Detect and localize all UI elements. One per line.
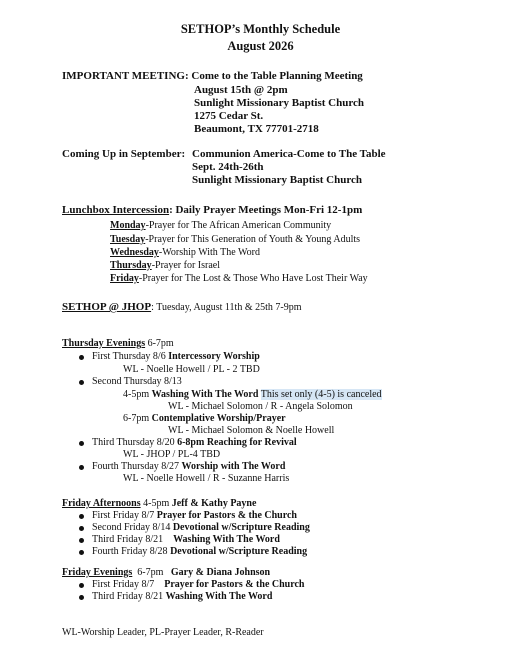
september-event: Communion America-Come to The Table — [192, 148, 386, 160]
page-title: SETHOP’s Monthly Schedule — [180, 22, 341, 36]
lunchbox-day: Wednesday-Worship With The Word — [110, 247, 260, 258]
thursday-third-leaders: WL - JHOP / PL-4 TBD — [123, 449, 221, 460]
bullet-dot — [79, 514, 84, 519]
bullet-dot — [79, 595, 84, 600]
september-label: Coming Up in September: — [62, 148, 186, 160]
bullet-dot — [79, 526, 84, 531]
jhop-line: SETHOP @ JHOP: Tuesday, August 11th & 25th 7-9pm — [62, 301, 302, 313]
thursday-second-set1: 4-5pm Washing With The Word This set only (4-5) is canceled — [123, 389, 382, 400]
thursday-fourth: Fourth Thursday 8/27 Worship with The Word — [92, 461, 286, 472]
thursday-fourth-leaders: WL - Noelle Howell / R - Suzanne Harris — [123, 473, 290, 484]
important-date: August 15th @ 2pm — [194, 84, 288, 96]
friday-evenings-heading: Friday Evenings 6-7pm Gary & Diana Johnson — [62, 567, 271, 578]
canceled-note: This set only (4-5) is canceled — [260, 389, 382, 400]
lunchbox-heading: Lunchbox Intercession: Daily Prayer Meetings Mon-Fri 12-1pm — [62, 204, 363, 216]
lunchbox-day: Monday-Prayer for The African American Community — [110, 220, 332, 231]
lunchbox-day: Thursday-Prayer for Israel — [110, 260, 220, 271]
thursday-heading: Thursday Evenings 6-7pm — [62, 338, 174, 349]
september-dates: Sept. 24th-26th — [192, 161, 264, 173]
important-city: Beaumont, TX 77701-2718 — [194, 123, 319, 135]
friday-evening-item: Third Friday 8/21 Washing With The Word — [92, 591, 273, 602]
thursday-second-set1-leaders: WL - Michael Solomon / R - Angela Solomon — [168, 401, 353, 412]
thursday-first-leaders: WL - Noelle Howell / PL - 2 TBD — [123, 364, 260, 375]
footer-legend: WL-Worship Leader, PL-Prayer Leader, R-Reader — [62, 627, 264, 638]
thursday-second-set2: 6-7pm Contemplative Worship/Prayer — [123, 413, 286, 424]
september-venue: Sunlight Missionary Baptist Church — [192, 174, 363, 186]
bullet-dot — [79, 355, 84, 360]
lunchbox-day: Tuesday-Prayer for This Generation of Youth & Young Adults — [110, 234, 361, 245]
friday-afternoon-item: First Friday 8/7 Prayer for Pastors & the Church — [92, 510, 297, 521]
friday-afternoons-heading: Friday Afternoons 4-5pm Jeff & Kathy Payne — [62, 498, 257, 509]
bullet-dot — [79, 550, 84, 555]
important-meeting-line: IMPORTANT MEETING: Come to the Table Planning Meeting — [62, 70, 363, 82]
thursday-second-set2-leaders: WL - Michael Solomon & Noelle Howell — [168, 425, 335, 436]
bullet-dot — [79, 465, 84, 470]
friday-evening-item: First Friday 8/7 Prayer for Pastors & the Church — [92, 579, 305, 590]
bullet-dot — [79, 583, 84, 588]
thursday-second: Second Thursday 8/13 — [92, 376, 182, 387]
bullet-dot — [79, 441, 84, 446]
bullet-dot — [79, 538, 84, 543]
friday-afternoon-item: Fourth Friday 8/28 Devotional w/Scripture Reading — [92, 546, 308, 557]
friday-afternoon-item: Third Friday 8/21 Washing With The Word — [92, 534, 280, 545]
bullet-dot — [79, 380, 84, 385]
thursday-third: Third Thursday 8/20 6-8pm Reaching for Revival — [92, 437, 297, 448]
important-venue: Sunlight Missionary Baptist Church — [194, 97, 365, 109]
lunchbox-day: Friday-Prayer for The Lost & Those Who Have Lost Their Way — [110, 273, 368, 284]
important-street: 1275 Cedar St. — [194, 110, 264, 122]
page-month: August 2026 — [227, 39, 294, 53]
thursday-first: First Thursday 8/6 Intercessory Worship — [92, 351, 260, 362]
friday-afternoon-item: Second Friday 8/14 Devotional w/Scripture Reading — [92, 522, 310, 533]
